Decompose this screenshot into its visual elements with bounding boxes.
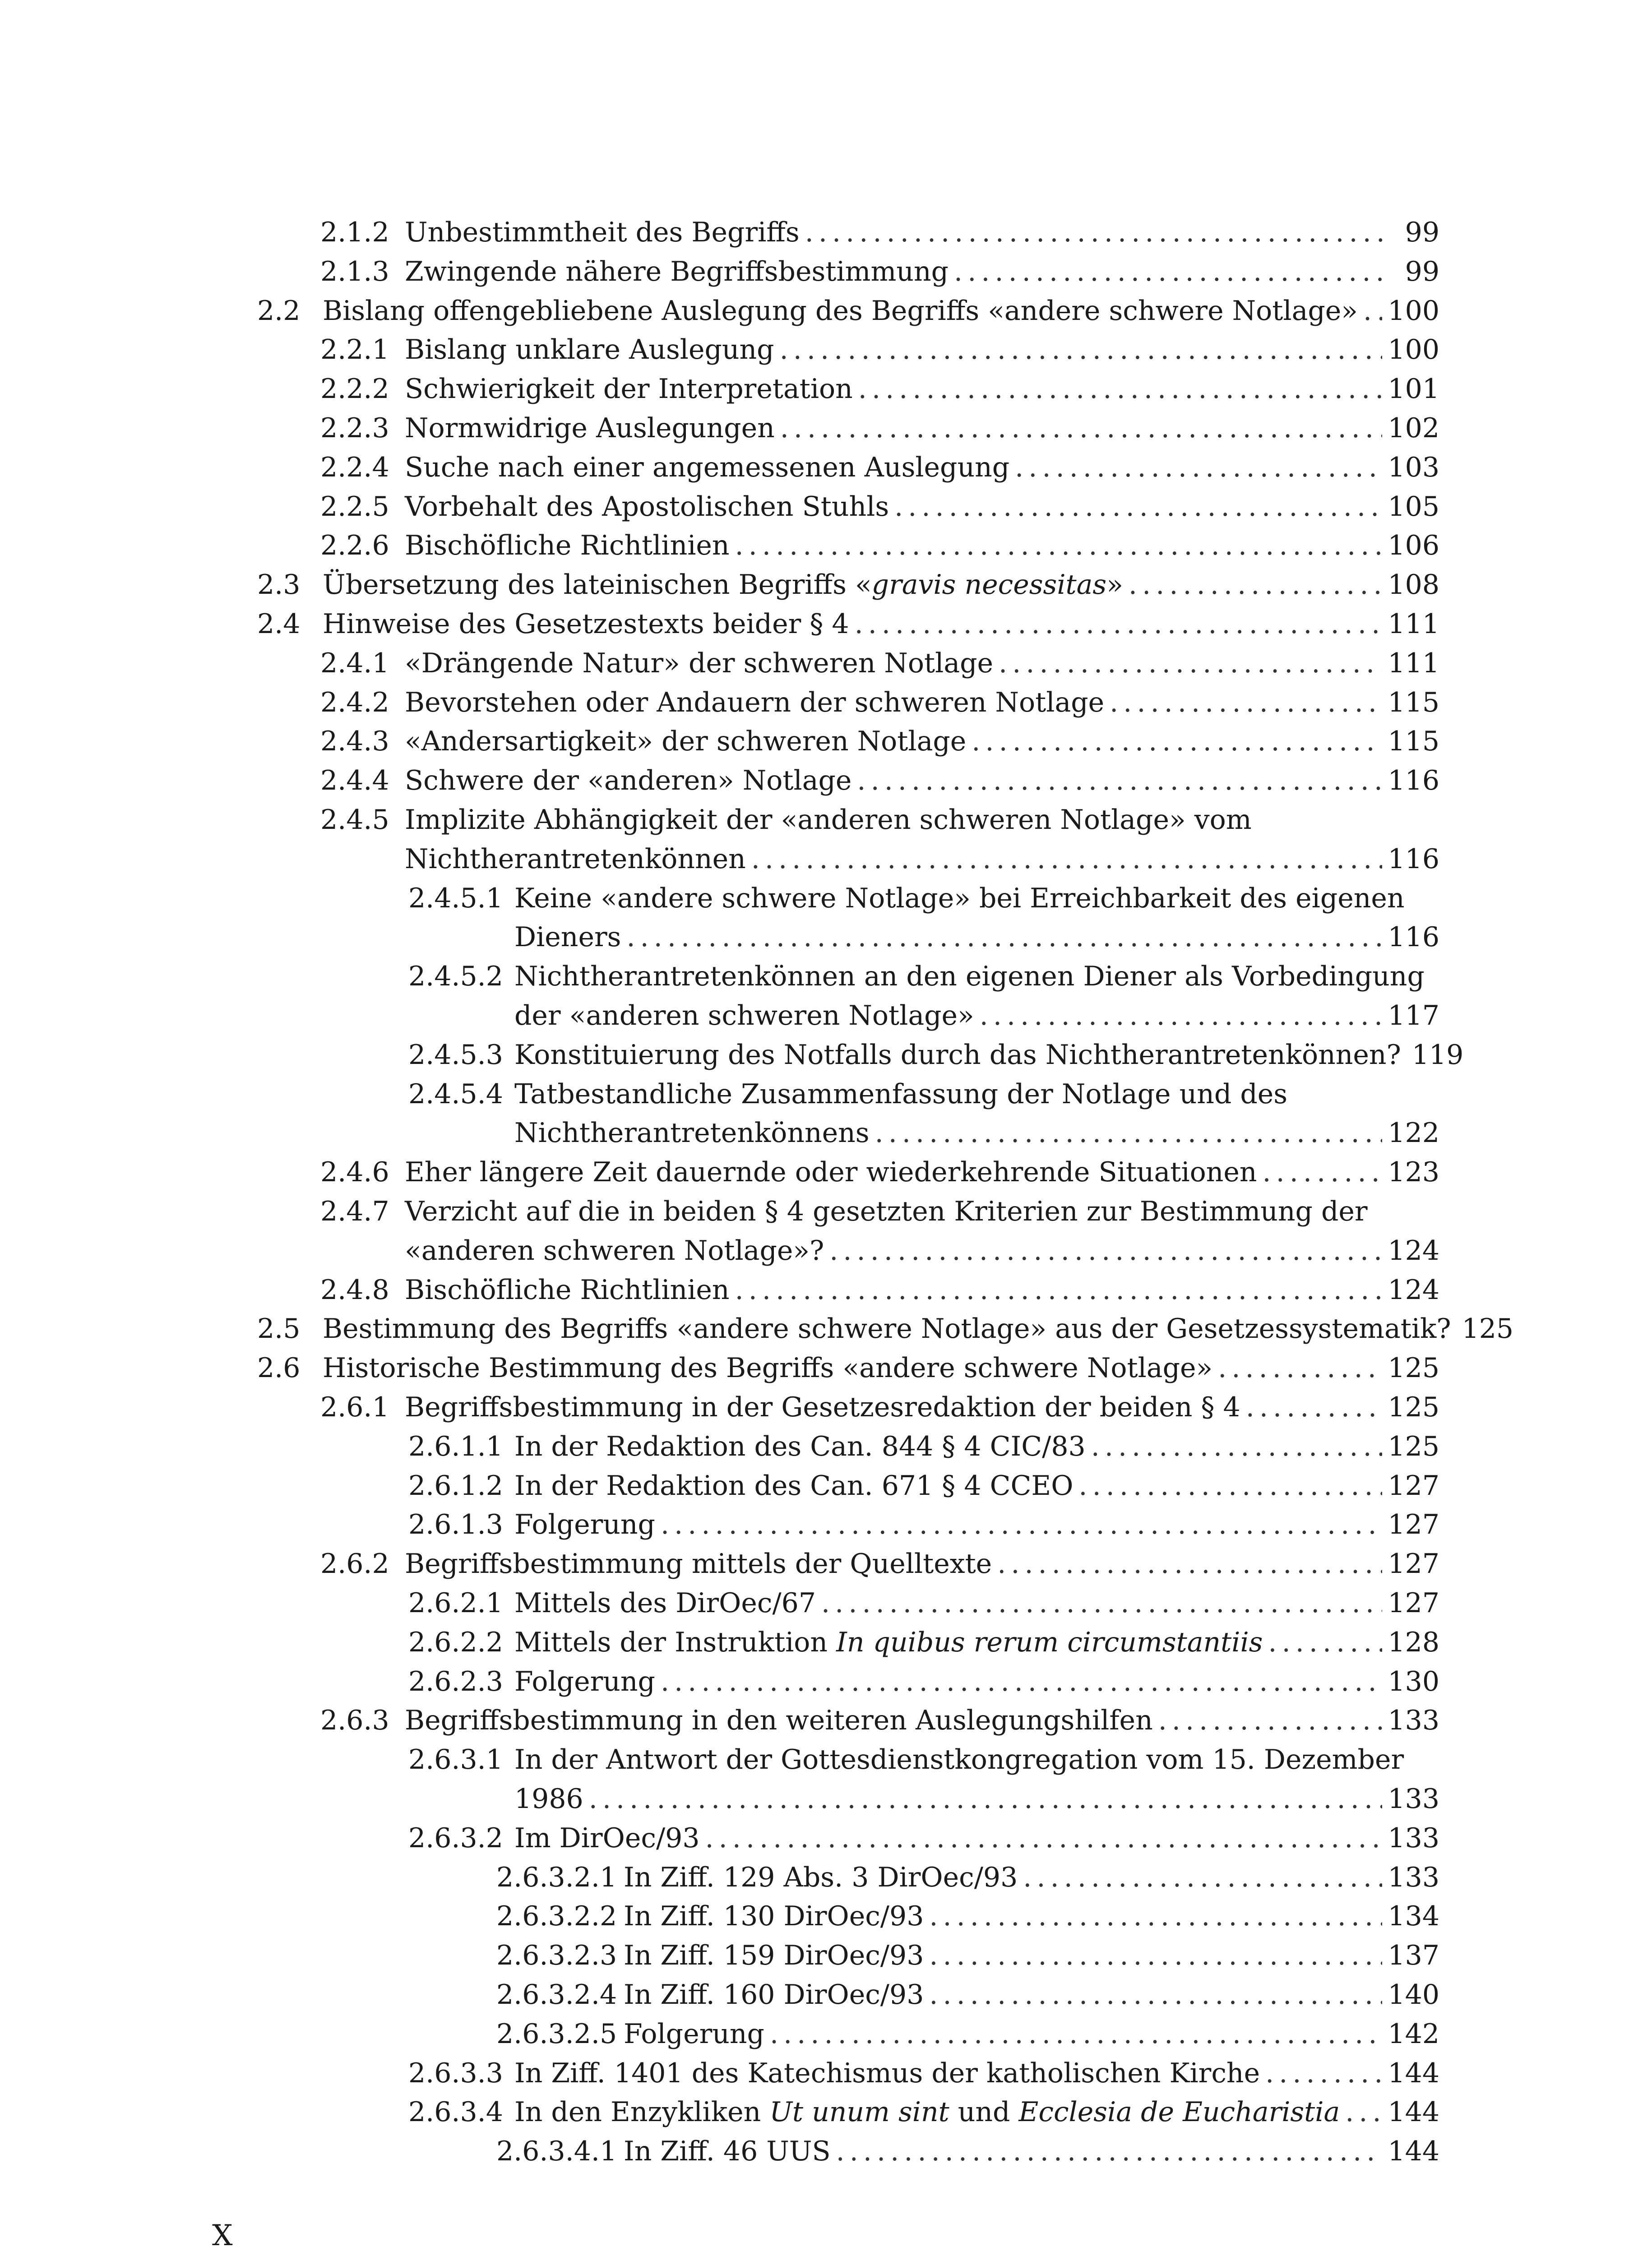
toc-entry-number: 2.6.3.4 xyxy=(408,2096,503,2128)
toc-entry-page: 123 xyxy=(1388,1156,1439,1188)
dot-leader xyxy=(705,1819,1383,1858)
toc-entry-title: «Drängende Natur» der schweren Notlage xyxy=(405,647,994,679)
toc-entry xyxy=(0,644,1652,684)
toc-entry-line xyxy=(323,1349,1439,1388)
toc-entry-line xyxy=(405,761,1439,800)
dot-leader xyxy=(1246,1388,1383,1427)
toc-entry-title: Folgerung xyxy=(624,2018,764,2050)
toc-entry-page: 127 xyxy=(1388,1470,1439,1502)
toc-entry-line xyxy=(624,1897,1439,1936)
toc-entry-line xyxy=(405,1192,1439,1231)
toc-entry-number: 2.2.5 xyxy=(320,490,389,522)
toc-entry-number: 2.4 xyxy=(257,608,301,640)
toc-entry-page: 144 xyxy=(1388,2096,1439,2128)
toc-entry-title xyxy=(514,2093,1340,2132)
toc-entry-page: 117 xyxy=(1388,1000,1439,1031)
toc-entry xyxy=(0,487,1652,528)
toc-entry-page: 134 xyxy=(1388,1900,1439,1932)
toc-entry-title-italic: In quibus rerum circumstantiis xyxy=(836,1626,1263,1658)
toc-entry-number: 2.4.4 xyxy=(320,765,389,797)
toc-entry-line xyxy=(405,370,1439,409)
toc-entry-title: der «anderen schweren Notlage» xyxy=(514,1000,974,1031)
toc-entry-line xyxy=(405,644,1439,683)
toc-entry-page: 115 xyxy=(1388,726,1439,758)
dot-leader xyxy=(894,487,1382,527)
toc-entry-line xyxy=(323,565,1439,605)
toc-entry-title: Mittels des DirOec/67 xyxy=(514,1587,816,1619)
toc-entry xyxy=(0,213,1652,254)
toc-entry-title-italic: Ecclesia de Eucharistia xyxy=(1018,2096,1340,2128)
toc-entry-title: Nichtherantretenkönnen xyxy=(405,843,746,875)
toc-entry-title-part: Mittels der Instruktion xyxy=(514,1626,837,1658)
dot-leader xyxy=(661,1662,1383,1701)
toc-entry-page: 99 xyxy=(1405,255,1439,287)
toc-entry-line xyxy=(514,2054,1439,2093)
toc-entry-line xyxy=(514,1114,1439,1153)
toc-entry-title-part: und xyxy=(949,2096,1019,2128)
toc-entry-number: 2.6.3.1 xyxy=(408,1744,503,1776)
toc-entry xyxy=(0,1349,1652,1389)
toc-entry-page: 111 xyxy=(1388,647,1439,679)
toc-entry-page: 127 xyxy=(1388,1509,1439,1541)
dot-leader xyxy=(836,2132,1383,2171)
toc-entry-page: 142 xyxy=(1388,2018,1439,2050)
toc-entry-line xyxy=(624,1936,1439,1975)
toc-entry-line xyxy=(323,605,1439,644)
toc-entry-page: 99 xyxy=(1405,217,1439,248)
dot-leader xyxy=(875,1114,1383,1153)
toc-entry-title: Implizite Abhängigkeit der «anderen schweren Notlage» vom xyxy=(405,804,1252,836)
toc-entry xyxy=(0,1075,1652,1115)
toc-entry-number: 2.6.3.4.1 xyxy=(496,2136,617,2168)
toc-entry-title-part: » xyxy=(1106,569,1123,601)
toc-entry-page: 106 xyxy=(1388,530,1439,562)
toc-entry-title: Begriffsbestimmung in der Gesetzesredaktion der beiden § 4 xyxy=(405,1392,1240,1423)
toc-entry-line xyxy=(405,1544,1439,1584)
toc-entry-number: 2.6.3 xyxy=(320,1705,389,1737)
toc-entry-number: 2.6.3.2.5 xyxy=(496,2018,617,2050)
toc-entry xyxy=(0,1701,1652,1742)
toc-entry-title: In Ziff. 159 DirOec/93 xyxy=(624,1940,924,1972)
dot-leader xyxy=(1265,2054,1382,2093)
toc-entry-page: 125 xyxy=(1462,1313,1514,1345)
toc-entry-number: 2.3 xyxy=(257,569,301,601)
toc-entry-title: Bischöfliche Richtlinien xyxy=(405,1274,730,1306)
toc-entry-title: Historische Bestimmung des Begriffs «andere schwere Notlage» xyxy=(323,1352,1213,1384)
dot-leader xyxy=(929,1936,1382,1975)
dot-leader xyxy=(1363,291,1382,331)
toc-entry-page: 122 xyxy=(1388,1117,1439,1149)
toc-entry-page: 100 xyxy=(1388,295,1439,327)
toc-entry-number: 2.6.1.1 xyxy=(408,1430,503,1462)
toc-entry-line xyxy=(514,996,1439,1036)
dot-leader xyxy=(751,840,1383,879)
dot-leader xyxy=(972,722,1382,761)
toc-entry xyxy=(0,526,1652,567)
toc-entry-line xyxy=(405,683,1439,722)
dot-leader xyxy=(954,252,1389,291)
toc-entry-page: 133 xyxy=(1388,1861,1439,1893)
toc-entry-title: Dieners xyxy=(514,921,621,953)
toc-entry-title: Folgerung xyxy=(514,1509,655,1541)
dot-leader xyxy=(805,213,1389,252)
toc-entry-number: 2.4.5.1 xyxy=(408,882,503,914)
toc-entry-line xyxy=(624,2015,1439,2054)
toc-entry-title: Schwere der «anderen» Notlage xyxy=(405,765,852,797)
toc-entry-title: In Ziff. 129 Abs. 3 DirOec/93 xyxy=(624,1861,1018,1893)
dot-leader xyxy=(829,1231,1382,1271)
toc-entry xyxy=(0,291,1652,332)
toc-entry-title: Suche nach einer angemessenen Auslegung xyxy=(405,451,1010,483)
toc-entry xyxy=(0,1271,1652,1311)
toc-entry-page: 101 xyxy=(1388,373,1439,405)
toc-entry-title-part: In den Enzykliken xyxy=(514,2096,770,2128)
toc-entry-title: Folgerung xyxy=(514,1665,655,1697)
toc-entry-number: 2.6 xyxy=(257,1352,301,1384)
dot-leader xyxy=(999,644,1382,683)
toc-entry xyxy=(0,683,1652,724)
dot-leader xyxy=(735,526,1383,565)
toc-entry xyxy=(0,879,1652,920)
toc-entry xyxy=(0,2132,1652,2173)
toc-entry-number: 2.6.1 xyxy=(320,1392,389,1423)
toc-entry-number: 2.4.7 xyxy=(320,1196,389,1227)
toc-entry-title: In Ziff. 1401 des Katechismus der katholischen Kirche xyxy=(514,2057,1260,2089)
toc-entry-number: 2.6.3.2.3 xyxy=(496,1940,617,1972)
dot-leader xyxy=(661,1505,1383,1544)
toc-entry xyxy=(0,1975,1652,2016)
toc-entry-line xyxy=(514,1662,1439,1701)
toc-entry-title xyxy=(323,565,1123,605)
toc-entry-title: 1986 xyxy=(514,1783,583,1815)
toc-entry-page: 133 xyxy=(1388,1783,1439,1815)
toc-entry-title: In Ziff. 130 DirOec/93 xyxy=(624,1900,924,1932)
toc-entry-line xyxy=(405,1271,1439,1310)
toc-entry-title: Bevorstehen oder Andauern der schweren Notlage xyxy=(405,686,1105,718)
toc-entry-number: 2.2.2 xyxy=(320,373,389,405)
toc-entry-line xyxy=(405,1701,1439,1740)
toc-entry-title: Im DirOec/93 xyxy=(514,1822,700,1854)
dot-leader xyxy=(1023,1858,1382,1897)
toc-entry-page: 128 xyxy=(1388,1626,1439,1658)
toc-entry-page: 127 xyxy=(1388,1587,1439,1619)
toc-entry-line xyxy=(405,840,1439,879)
toc-entry-page: 108 xyxy=(1388,569,1439,601)
toc-entry xyxy=(0,722,1652,763)
toc-entry-line xyxy=(514,1780,1439,1819)
toc-entry xyxy=(0,2093,1652,2133)
toc-entry xyxy=(0,1505,1652,1546)
dot-leader xyxy=(1218,1349,1382,1388)
toc-entry xyxy=(0,1466,1652,1507)
toc-entry-title: In der Redaktion des Can. 844 § 4 CIC/83 xyxy=(514,1430,1086,1462)
toc-entry-title: Bestimmung des Begriffs «andere schwere Notlage» aus der Gesetzessystematik? xyxy=(323,1313,1451,1345)
toc-entry-page: 115 xyxy=(1388,686,1439,718)
toc-entry xyxy=(0,1192,1652,1233)
toc-entry-title: Eher längere Zeit dauernde oder wiederkehrende Situationen xyxy=(405,1156,1257,1188)
dot-leader xyxy=(858,370,1383,409)
toc-entry-number: 2.2.1 xyxy=(320,334,389,366)
toc-entry xyxy=(0,1858,1652,1899)
toc-entry-title: Nichtherantretenkönnens xyxy=(514,1117,870,1149)
toc-entry xyxy=(0,1819,1652,1859)
toc-entry xyxy=(0,565,1652,606)
toc-entry-line xyxy=(624,1858,1439,1897)
dot-leader xyxy=(1015,448,1382,487)
toc-entry-title-italic: gravis necessitas xyxy=(871,569,1107,601)
toc-entry-number: 2.4.2 xyxy=(320,686,389,718)
dot-leader xyxy=(589,1780,1383,1819)
toc-entry xyxy=(0,409,1652,449)
toc-entry-line xyxy=(514,1036,1464,1075)
toc-entry-line xyxy=(514,2093,1439,2132)
toc-entry-title: In Ziff. 46 UUS xyxy=(624,2136,831,2168)
toc-entry-number: 2.6.2.2 xyxy=(408,1626,503,1658)
toc-entry-title: «anderen schweren Notlage»? xyxy=(405,1234,824,1267)
toc-entry xyxy=(0,1388,1652,1428)
toc-entry-title: In der Antwort der Gottesdienstkongregation vom 15. Dezember xyxy=(514,1744,1404,1776)
toc-entry-number: 2.4.1 xyxy=(320,647,389,679)
toc-entry-page: 111 xyxy=(1388,608,1439,640)
toc-entry-page: 102 xyxy=(1388,412,1439,444)
dot-leader xyxy=(997,1544,1382,1584)
toc-entry-page: 133 xyxy=(1388,1705,1439,1737)
toc-entry-line xyxy=(405,213,1439,252)
toc-entry-title: Schwierigkeit der Interpretation xyxy=(405,373,853,405)
toc-entry-number: 2.2 xyxy=(257,295,301,327)
toc-entry-number: 2.2.6 xyxy=(320,530,389,562)
toc-entry-title: Normwidrige Auslegungen xyxy=(405,412,775,444)
toc-entry-title: Unbestimmtheit des Begriffs xyxy=(405,217,800,248)
toc-entry xyxy=(0,1231,1652,1272)
toc-entry-number: 2.6.2.3 xyxy=(408,1665,503,1697)
toc-entry-line xyxy=(405,409,1439,448)
toc-entry-number: 2.4.8 xyxy=(320,1274,389,1306)
toc-entry-title: Zwingende nähere Begriffsbestimmung xyxy=(405,255,949,287)
dot-leader xyxy=(735,1271,1383,1310)
toc-entry-number: 2.4.3 xyxy=(320,726,389,758)
dot-leader xyxy=(1129,565,1383,605)
toc-entry-title-part: Übersetzung des lateinischen Begriffs « xyxy=(323,569,872,601)
toc-entry-page: 133 xyxy=(1388,1822,1439,1854)
dot-leader xyxy=(1263,1153,1383,1192)
toc-entry-page: 105 xyxy=(1388,490,1439,522)
dot-leader xyxy=(855,605,1383,644)
toc-entry-title: Begriffsbestimmung in den weiteren Auslegungshilfen xyxy=(405,1705,1153,1737)
toc-entry-line xyxy=(514,918,1439,957)
toc-entry-line xyxy=(514,1623,1439,1662)
toc-entry-number: 2.6.1.3 xyxy=(408,1509,503,1541)
dot-leader xyxy=(1078,1466,1382,1506)
toc-entry-title: Hinweise des Gesetzestexts beider § 4 xyxy=(323,608,849,640)
toc-entry-page: 116 xyxy=(1388,843,1439,875)
toc-entry-number: 2.4.5.4 xyxy=(408,1078,503,1110)
toc-entry xyxy=(0,1740,1652,1781)
toc-entry-number: 2.4.5.3 xyxy=(408,1039,503,1071)
toc-entry-page: 100 xyxy=(1388,334,1439,366)
toc-entry-line xyxy=(405,722,1439,761)
toc-entry-page: 125 xyxy=(1388,1392,1439,1423)
toc-entry-page: 119 xyxy=(1411,1039,1464,1071)
toc-entry-number: 2.6.3.2.4 xyxy=(496,1979,617,2011)
toc-entry xyxy=(0,840,1652,880)
toc-entry xyxy=(0,2054,1652,2094)
toc-entry-number: 2.6.2 xyxy=(320,1548,389,1580)
dot-leader xyxy=(1268,1623,1382,1662)
toc-entry-line xyxy=(405,330,1439,370)
toc-entry-title: Begriffsbestimmung mittels der Quelltexte xyxy=(405,1548,992,1580)
toc-entry-page: 144 xyxy=(1388,2057,1439,2089)
toc-entry-page: 125 xyxy=(1388,1352,1439,1384)
toc-entry-line xyxy=(405,448,1439,487)
toc-entry xyxy=(0,605,1652,645)
toc-entry-page: 124 xyxy=(1388,1274,1439,1306)
toc-entry xyxy=(0,1936,1652,1977)
dot-leader xyxy=(857,761,1382,800)
toc-entry-title: Bislang unklare Auslegung xyxy=(405,334,774,366)
toc-entry-line xyxy=(514,879,1439,918)
toc-entry-number: 2.6.3.2.1 xyxy=(496,1861,617,1893)
toc-entry-number: 2.4.6 xyxy=(320,1156,389,1188)
toc-entry xyxy=(0,1544,1652,1585)
toc-entry xyxy=(0,1897,1652,1937)
toc-entry-line xyxy=(514,1584,1439,1623)
toc-entry-line xyxy=(624,1975,1439,2015)
toc-entry-page: 130 xyxy=(1388,1665,1439,1697)
toc-entry xyxy=(0,1780,1652,1820)
dot-leader xyxy=(1345,2093,1382,2132)
toc-entry-line xyxy=(405,252,1439,291)
toc-entry-line xyxy=(405,800,1439,840)
toc-entry xyxy=(0,1427,1652,1468)
toc-entry xyxy=(0,330,1652,371)
dot-leader xyxy=(929,1975,1382,2015)
toc-entry xyxy=(0,2015,1652,2055)
toc-entry-title: Keine «andere schwere Notlage» bei Erreichbarkeit des eigenen xyxy=(514,882,1405,914)
toc-entry-line xyxy=(405,1231,1439,1271)
toc-entry xyxy=(0,1309,1652,1350)
toc-entry xyxy=(0,1036,1652,1076)
toc-entry xyxy=(0,1662,1652,1703)
toc-entry-number: 2.6.1.2 xyxy=(408,1470,503,1502)
toc-entry-title: Verzicht auf die in beiden § 4 gesetzten Kriterien zur Bestimmung der xyxy=(405,1196,1368,1227)
toc-entry-line xyxy=(405,1388,1439,1427)
toc-entry-number: 2.6.3.3 xyxy=(408,2057,503,2089)
toc-entry-line xyxy=(323,1309,1514,1349)
toc-entry-page: 116 xyxy=(1388,921,1439,953)
toc-entry-title: Bischöfliche Richtlinien xyxy=(405,530,730,562)
toc-entry-number: 2.6.3.2.2 xyxy=(496,1900,617,1932)
dot-leader xyxy=(780,330,1383,370)
toc-entry-line xyxy=(514,1466,1439,1506)
toc-entry-number: 2.1.2 xyxy=(320,217,389,248)
toc-entry xyxy=(0,1153,1652,1193)
toc-entry xyxy=(0,1623,1652,1664)
dot-leader xyxy=(770,2015,1383,2054)
page-number: X xyxy=(212,2219,233,2252)
toc-entry-number: 2.4.5.2 xyxy=(408,961,503,993)
toc-entry-number: 2.1.3 xyxy=(320,255,389,287)
toc-entry-title xyxy=(514,1623,1263,1662)
toc-entry-number: 2.2.3 xyxy=(320,412,389,444)
toc-entry-title: Nichtherantretenkönnen an den eigenen Diener als Vorbedingung xyxy=(514,961,1425,993)
toc-entry-page: 140 xyxy=(1388,1979,1439,2011)
toc-entry xyxy=(0,448,1652,489)
dot-leader xyxy=(929,1897,1382,1936)
toc-entry-line xyxy=(405,487,1439,527)
toc-entry-number: 2.6.3.2 xyxy=(408,1822,503,1854)
dot-leader xyxy=(626,918,1382,957)
toc-entry xyxy=(0,800,1652,841)
toc-entry-title: «Andersartigkeit» der schweren Notlage xyxy=(405,726,967,758)
toc-entry-title: In Ziff. 160 DirOec/93 xyxy=(624,1979,924,2011)
toc-entry-title: Konstituierung des Notfalls durch das Nichtherantretenkönnen? xyxy=(514,1039,1401,1071)
toc-entry-page: 137 xyxy=(1388,1940,1439,1972)
toc-entry-page: 127 xyxy=(1388,1548,1439,1580)
toc-entry-line xyxy=(514,1427,1439,1466)
toc-entry xyxy=(0,252,1652,293)
toc-entry-page: 144 xyxy=(1388,2136,1439,2168)
toc-entry-line xyxy=(405,1153,1439,1192)
toc-entry-line xyxy=(624,2132,1439,2171)
toc-entry-line xyxy=(514,1819,1439,1858)
toc-entry-page: 103 xyxy=(1388,451,1439,483)
dot-leader xyxy=(1158,1701,1383,1740)
toc-entry-title: In der Redaktion des Can. 671 § 4 CCEO xyxy=(514,1470,1074,1502)
toc-entry-number: 2.4.5 xyxy=(320,804,389,836)
toc-entry-line xyxy=(514,957,1439,996)
toc-entry-number: 2.6.2.1 xyxy=(408,1587,503,1619)
toc-entry-title: Tatbestandliche Zusammenfassung der Notlage und des xyxy=(514,1078,1288,1110)
toc-entry xyxy=(0,996,1652,1037)
toc-entry-line xyxy=(323,291,1439,331)
toc-entry-number: 2.2.4 xyxy=(320,451,389,483)
toc-entry-line xyxy=(514,1740,1439,1780)
toc-entry xyxy=(0,1584,1652,1624)
toc-entry-title-italic: Ut unum sint xyxy=(769,2096,949,2128)
toc-entry-page: 125 xyxy=(1388,1430,1439,1462)
toc-entry xyxy=(0,370,1652,410)
toc-entry-page: 124 xyxy=(1388,1234,1439,1267)
dot-leader xyxy=(1091,1427,1383,1466)
dot-leader xyxy=(1110,683,1382,722)
toc-entry xyxy=(0,918,1652,958)
toc-entry xyxy=(0,1114,1652,1154)
toc-entry-line xyxy=(514,1505,1439,1544)
dot-leader xyxy=(980,996,1383,1036)
toc-entry-title: Vorbehalt des Apostolischen Stuhls xyxy=(405,490,889,522)
dot-leader xyxy=(821,1584,1382,1623)
toc-entry xyxy=(0,761,1652,802)
toc-entry-page: 116 xyxy=(1388,765,1439,797)
toc-entry-title: Bislang offengebliebene Auslegung des Begriffs «andere schwere Notlage» xyxy=(323,295,1358,327)
toc-entry-number: 2.5 xyxy=(257,1313,301,1345)
toc-entry xyxy=(0,957,1652,998)
dot-leader xyxy=(780,409,1383,448)
toc-entry-line xyxy=(405,526,1439,565)
toc-entry-line xyxy=(514,1075,1439,1114)
